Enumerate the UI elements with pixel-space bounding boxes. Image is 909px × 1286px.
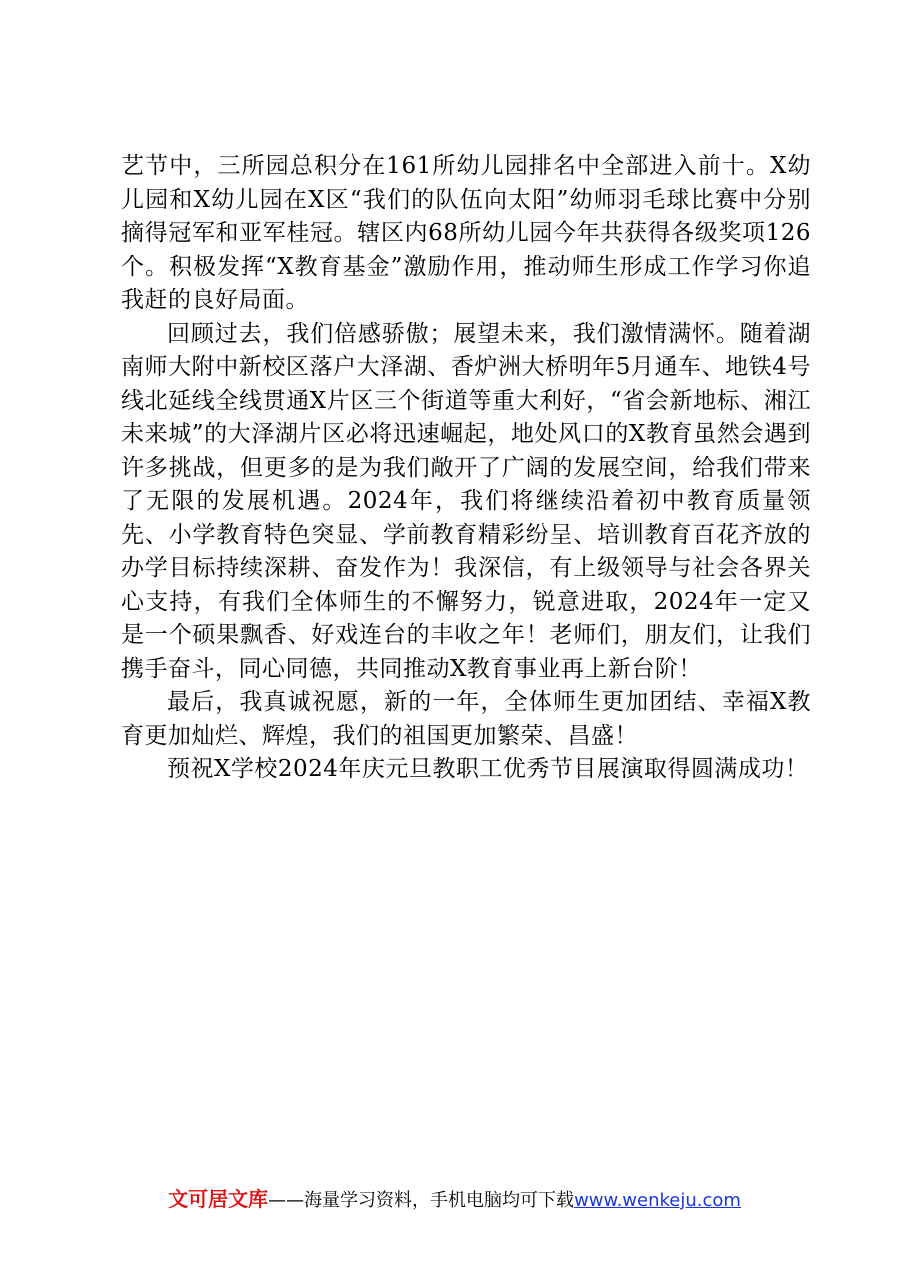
paragraph-2: 回顾过去，我们倍感骄傲；展望未来，我们激情满怀。随着湖南师大附中新校区落户大泽湖、香炉洲大桥明年5月通车、地铁4号线北延线全线贯通X片区三个街道等重大利好，“省会新地标、湘江未来城”的大泽湖片区必将迅速崛起，地处风口的X教育虽然会遇到许多挑战，但更多的是为我们敞开了广阔的发展空间，给我们带来了无限的发展机遇。2024年，我们将继续沿着初中教育质量领先、小学教育特色突显、学前教育精彩纷呈、培训教育百花齐放的办学目标持续深耕、奋发作为！我深信，有上级领导与社会各界关心支持，有我们全体师生的不懈努力，锐意进取，2024年一定又是一个硕果飘香、好戏连台的丰收之年！老师们，朋友们，让我们携手奋斗，同心同德，共同推动X教育事业再上新台阶！ xyxy=(121,320,811,682)
paragraph-1: 艺节中，三所园总积分在161所幼儿园排名中全部进入前十。X幼儿园和X幼儿园在X区“我们的队伍向太阳”幼师羽毛球比赛中分别摘得冠军和亚军桂冠。辖区内68所幼儿园今年共获得各级奖项126个。积极发挥“X教育基金”激励作用，推动师生形成工作学习你追我赶的良好局面。 xyxy=(121,153,811,313)
paragraph-3: 最后，我真诚祝愿，新的一年，全体师生更加团结、幸福X教育更加灿烂、辉煌，我们的祖国更加繁荣、昌盛！ xyxy=(121,689,811,749)
footer-banner xyxy=(0,1183,909,1212)
document-body xyxy=(121,150,811,787)
footer-link[interactable]: www.wenkeju.com xyxy=(574,1190,741,1211)
footer-slogan: ——海量学习资料，手机电脑均可下载 xyxy=(268,1190,575,1211)
footer-brand: 文可居文库 xyxy=(168,1187,269,1211)
paragraph-4: 预祝X学校2024年庆元旦教职工优秀节目展演取得圆满成功！ xyxy=(167,756,809,782)
